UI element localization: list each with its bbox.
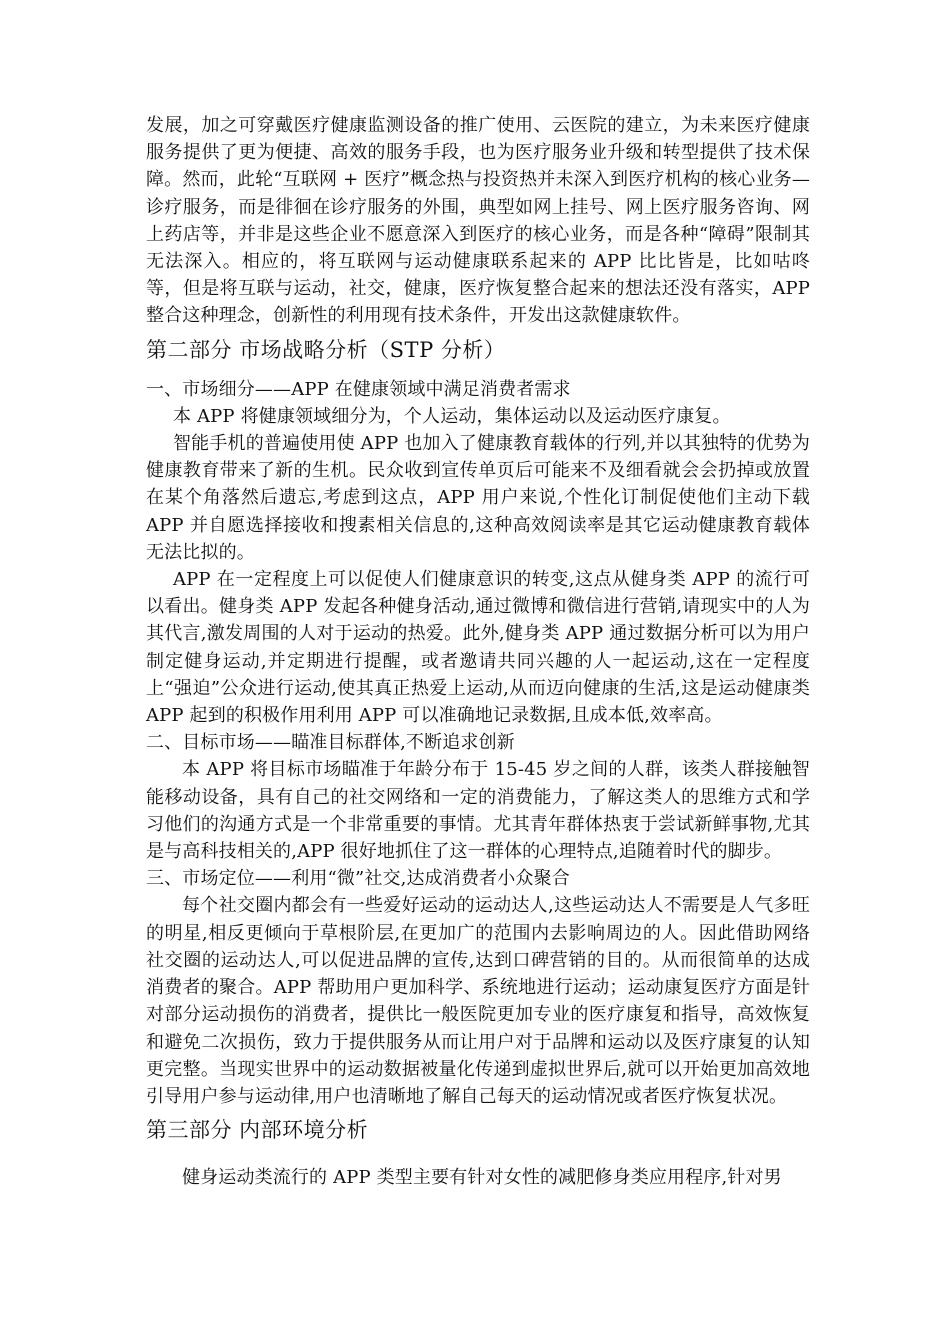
intro-paragraph: 发展，加之可穿戴医疗健康监测设备的推广使用、云医院的建立，为未来医疗健康服务提供了更为便捷、高效的服务手段，也为医疗服务业升级和转型提供了技术保障。然而，此轮“互联网 + 医疗”概念热与投资热并未深入到医疗机构的核心业务—诊疗服务，而是徘徊在诊疗服务的外围，典型如网上挂号、网上医疗服务咨询、网上药店等，并非是这些企业不愿意深入到医疗的核心业务，而是各种“障碍”限制其无法深入。相应的，将互联网与运动健康联系起来的 APP 比比皆是，比如咕咚等，但是将互联与运动，社交，健康，医疗恢复整合起来的想法还没有落实，APP 整合这种理念，创新性的利用现有技术条件，开发出这款健康软件。 <box>146 115 810 327</box>
section-2-heading: 第二部分 市场战略分析（STP 分析） <box>146 337 506 362</box>
section-2-sub-2-paragraph-1: 本 APP 将目标市场瞄准于年龄分布于 15-45 岁之间的人群，该类人群接触智能移动设备，具有自己的社交网络和一定的消费能力，了解这类人的思维方式和学习他们的沟通方式是一个非常重要的事情。尤其青年群体热衷于尝试新鲜事物,尤其是与高科技相关的,APP 很好地抓住了这一群体的心理特点,追随着时代的脚步。 <box>146 759 810 863</box>
text-column <box>146 112 810 1191</box>
section-2-sub-1-paragraph-2: 智能手机的普遍使用使 APP 也加入了健康教育载体的行列,并以其独特的优势为健康教育带来了新的生机。民众收到宣传单页后可能来不及细看就会会扔掉或放置在某个角落然后遗忘,考虑到这点，APP 用户来说,个性化订制促使他们主动下载 APP 并自愿选择接收和搜素相关信息的,这种高效阅读率是其它运动健康教育载体无法比拟的。 <box>146 433 810 563</box>
section-2-sub-3-title: 三、市场定位——利用“微”社交,达成消费者小众聚合 <box>146 868 570 890</box>
section-3-paragraph-1: 健身运动类流行的 APP 类型主要有针对女性的减肥修身类应用程序,针对男 <box>182 1167 782 1189</box>
section-2-sub-1-title: 一、市场细分——APP 在健康领域中满足消费者需求 <box>146 378 571 400</box>
section-2-sub-1-paragraph-1: 本 APP 将健康领域细分为，个人运动，集体运动以及运动医疗康复。 <box>173 405 731 427</box>
section-2-sub-2-title: 二、目标市场——瞄准目标群体,不断追求创新 <box>146 732 515 754</box>
section-2-sub-3-paragraph-1: 每个社交圈内都会有一些爱好运动的运动达人,这些运动达人不需要是人气多旺的明星,相反更倾向于草根阶层,在更加广的范围内去影响周边的人。因此借助网络社交圈的运动达人,可以促进品牌的宣传,达到口碑营销的目的。从而很简单的达成消费者的聚合。APP 帮助用户更加科学、系统地进行运动；运动康复医疗方面是针对部分运动损伤的消费者，提供比一般医院更加专业的医疗康复和指导，高效恢复和避免二次损伤，致力于提供服务从而让用户对于品牌和运动以及医疗康复的认知更完整。当现实世界中的运动数据被量化传递到虚拟世界后,就可以开始更加高效地引导用户参与运动律,用户也清晰地了解自己每天的运动情况或者医疗恢复状况。 <box>146 895 810 1107</box>
section-3-heading: 第三部分 内部环境分析 <box>146 1118 369 1143</box>
section-2-sub-1-paragraph-3: APP 在一定程度上可以促使人们健康意识的转变,这点从健身类 APP 的流行可以看出。健身类 APP 发起各种健身活动,通过微博和微信进行营销,请现实中的人为其代言,激发周围的人对于运动的热爱。此外,健身类 APP 通过数据分析可以为用户制定健身运动,并定期进行提醒，或者邀请共同兴趣的人一起运动,这在一定程度上“强迫”公众进行运动,使其真正热爱上运动,从而迈向健康的生活,这是运动健康类 APP 起到的积极作用利用 APP 可以准确地记录数据,且成本低,效率高。 <box>146 569 810 727</box>
